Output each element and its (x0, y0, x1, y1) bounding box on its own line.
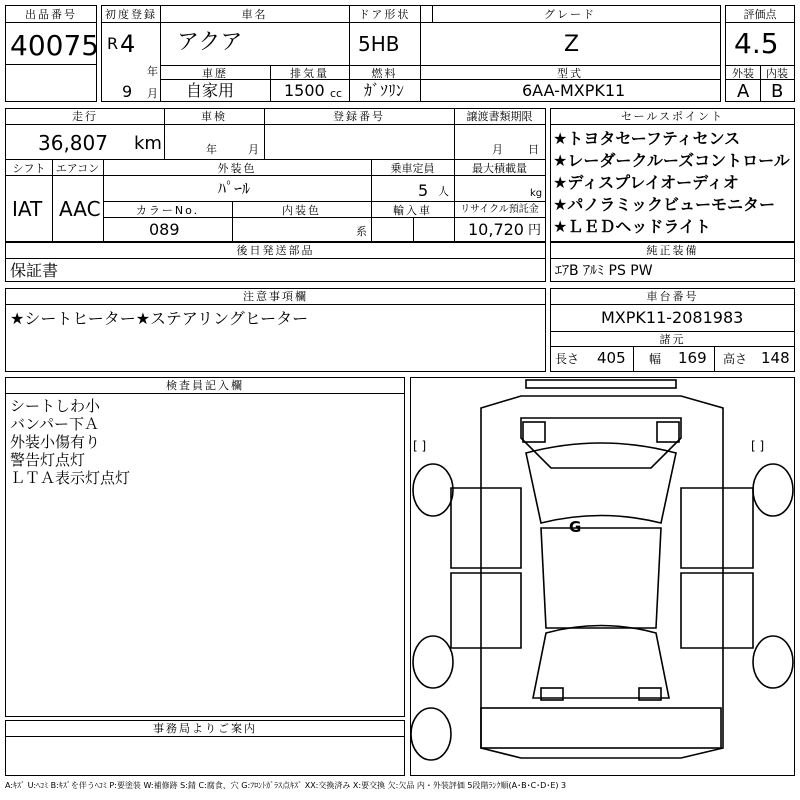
import-label: 輸入車 (393, 204, 432, 217)
later-parts-label: 後日発送部品 (236, 244, 315, 257)
load-unit: kg (530, 188, 543, 199)
car-outline-diagram (411, 378, 794, 775)
first-reg-label: 初度登録 (105, 8, 157, 21)
inspector-note: 警告灯点灯 (10, 451, 86, 469)
capacity-unit: 人 (438, 185, 449, 198)
inspector-note: ＬＴＡ表示灯点灯 (10, 469, 131, 487)
exterior-color: ﾊﾟｰﾙ (218, 179, 251, 198)
door-label: ドア形状 (358, 8, 411, 21)
ext-grade: A (737, 81, 750, 102)
displacement-unit: cc (330, 87, 343, 100)
fuel: ｶﾞｿﾘﾝ (364, 81, 405, 100)
mileage: 36,807 (38, 131, 108, 155)
interior-color-label: 内装色 (282, 204, 321, 217)
inspector-note: 外装小傷有り (10, 433, 101, 451)
diagram-bracket-right: [ ] (751, 439, 765, 453)
displacement-label: 排気量 (290, 67, 329, 80)
specs-label: 諸元 (659, 333, 686, 346)
width: 169 (678, 349, 707, 367)
later-parts-box (5, 242, 546, 282)
genuine-equipment-label: 純正装備 (646, 244, 699, 257)
color-label: 外装色 (217, 162, 257, 175)
car-name-label: 車名 (241, 8, 268, 21)
transfer-month-unit: 月 (492, 143, 503, 156)
score: 4.5 (734, 27, 779, 60)
fuel-label: 燃料 (371, 67, 398, 80)
month-unit: 月 (147, 87, 158, 100)
later-parts-value: 保証書 (10, 261, 59, 280)
diagram-mark-g: G (569, 518, 582, 536)
year-unit: 年 (147, 65, 158, 78)
damage-legend: A:ｷｽﾞ U:ﾍｺﾐ B:ｷｽﾞを伴うﾍｺﾐ P:要塗装 W:補修跡 S:錆 C:腐食、穴 G:ﾌﾛﾝﾄｶﾞﾗｽ点ｷｽﾞ XX:交換済み X:要交換 欠:欠品 内・外装評価 5段階ﾗﾝｸ順(A･B･C･D･E) 3 (5, 781, 567, 790)
chassis-box (550, 288, 795, 372)
door-type: 5HB (358, 32, 400, 56)
reg-month: 9 (122, 82, 133, 101)
grade-label: グレード (544, 8, 596, 21)
height-label: 高さ (723, 352, 748, 366)
chassis-number: MXPK11-2081983 (601, 308, 744, 327)
shift: IAT (12, 197, 43, 221)
aircon-label: エアコン (55, 162, 100, 175)
transfer-day-unit: 日 (528, 143, 539, 156)
sales-points-box (550, 108, 795, 242)
inspector-notes-box (5, 377, 405, 717)
office-notice-label: 事務局よりご案内 (153, 722, 257, 735)
length: 405 (597, 349, 626, 367)
registration-label: 登録番号 (333, 110, 385, 123)
inspection-year-unit: 年 (206, 143, 217, 156)
history-label: 車歴 (202, 67, 228, 80)
office-notice-box (5, 720, 405, 776)
sales-point-item: ★ＬＥＤヘッドライト (553, 217, 711, 236)
inspection-label: 車検 (201, 110, 227, 123)
inspection-month-unit: 月 (248, 143, 259, 156)
transfer-deadline-label: 譲渡書類期限 (466, 110, 533, 123)
capacity: 5 (418, 181, 429, 200)
era: R (107, 34, 119, 53)
int-grade-label: 内装 (766, 67, 788, 80)
score-label: 評価点 (743, 8, 777, 21)
model-code: 6AA-MXPK11 (522, 81, 626, 100)
displacement: 1500 (284, 81, 325, 100)
history: 自家用 (186, 81, 235, 100)
sales-point-item: ★レーダークルーズコントロール (553, 151, 790, 170)
genuine-equipment-value: ｴｱB ｱﾙﾐ PS PW (555, 263, 653, 279)
details-box (5, 108, 546, 242)
genuine-equipment-box (550, 242, 795, 282)
color-no-label: カラーNo. (135, 204, 200, 217)
sales-point-item: ★トヨタセーフティセンス (553, 129, 741, 148)
ext-grade-label: 外装 (732, 67, 754, 80)
inspector-note: シートしわ小 (10, 397, 101, 415)
recycle-unit: 円 (528, 223, 542, 238)
height: 148 (761, 349, 790, 367)
score-box (725, 5, 795, 102)
mileage-unit: km (134, 133, 162, 154)
recycle-fee: 10,720 (468, 220, 524, 239)
lot-number-box (5, 5, 100, 102)
model-label: 型式 (557, 67, 583, 80)
inspector-notes-label: 検査員記入欄 (166, 379, 244, 392)
lot-number: 40075 (10, 29, 100, 62)
interior-color-unit: 系 (356, 225, 367, 238)
chassis-label: 車台番号 (646, 290, 699, 303)
width-label: 幅 (649, 352, 662, 366)
recycle-label: リサイクル預託金 (460, 204, 539, 215)
mileage-label: 走行 (72, 110, 98, 123)
inspector-note: バンパー下Ａ (10, 415, 99, 433)
car-name: アクア (177, 30, 243, 55)
caution-value: ★シートヒーター★ステアリングヒーター (10, 309, 309, 328)
vehicle-header (101, 5, 721, 102)
sales-point-item: ★パノラミックビューモニター (553, 195, 776, 214)
color-number: 089 (149, 220, 180, 239)
caution-label: 注意事項欄 (243, 290, 308, 303)
max-load-label: 最大積載量 (472, 162, 527, 175)
grade: Z (564, 32, 580, 57)
aircon: AAC (59, 197, 101, 221)
reg-year: 4 (120, 30, 136, 58)
sales-point-item: ★ディスプレイオーディオ (553, 173, 739, 192)
sales-points-label: セールスポイント (620, 110, 724, 123)
diagram-bracket-left: [ ] (413, 439, 427, 453)
capacity-label: 乗車定員 (390, 162, 435, 175)
caution-box (5, 288, 546, 372)
lot-number-label: 出品番号 (25, 8, 77, 21)
length-label: 長さ (555, 352, 580, 366)
int-grade: B (771, 81, 784, 102)
car-diagram-box (410, 377, 795, 776)
shift-label: シフト (12, 162, 46, 175)
